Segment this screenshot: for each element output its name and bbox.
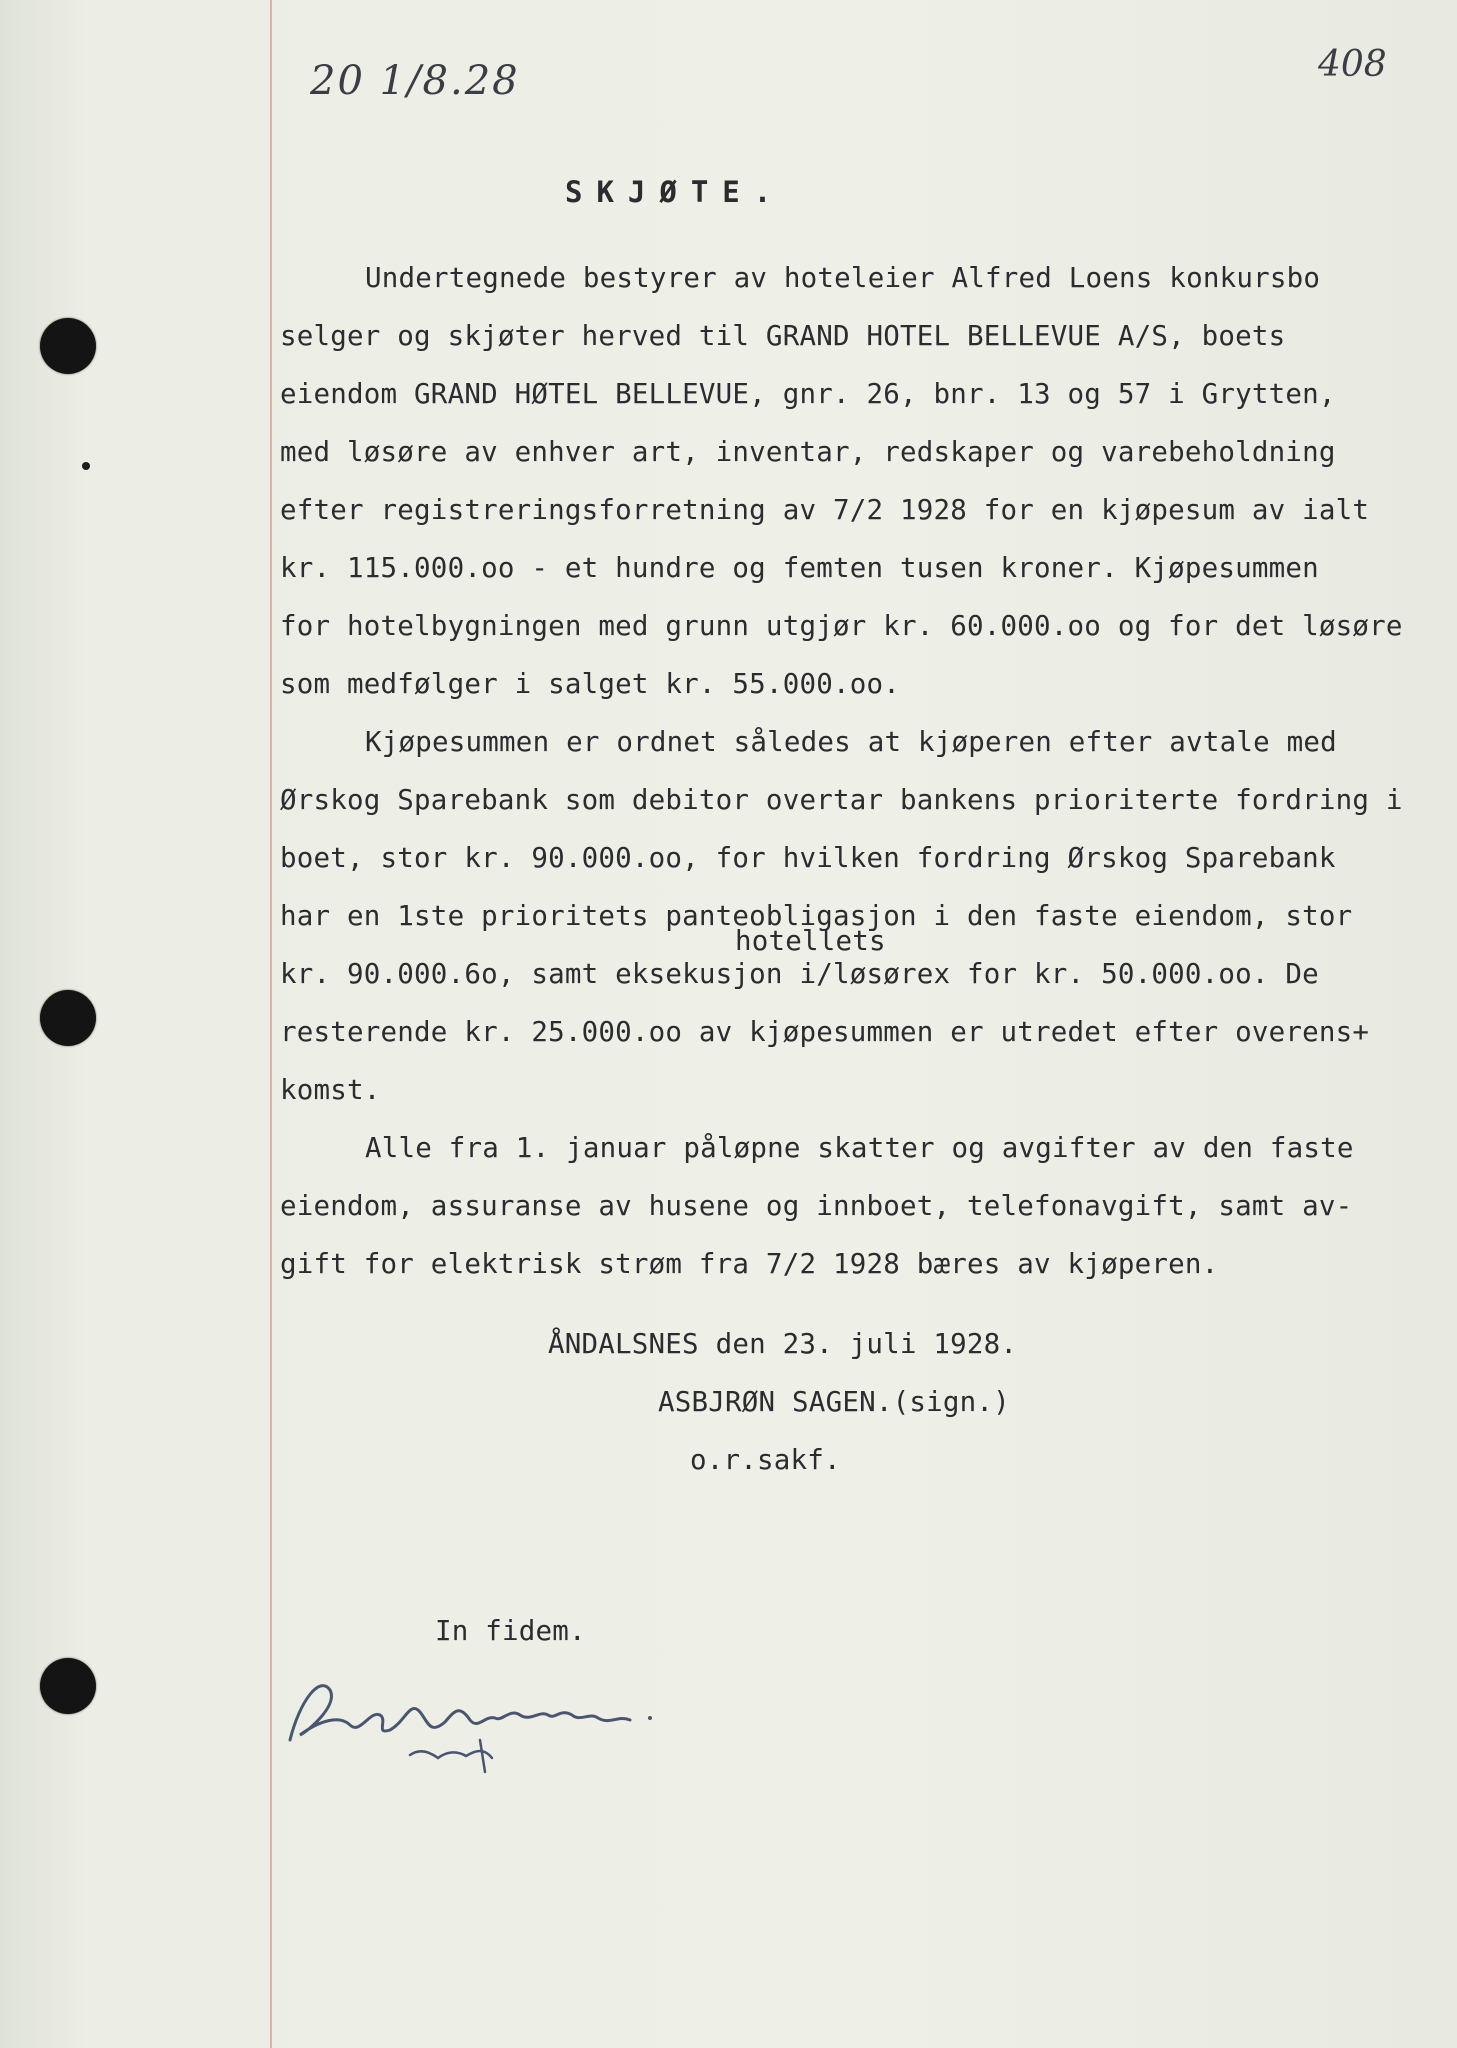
body-line: boet, stor kr. 90.000.oo, for hvilken fordring Ørskog Sparebank (280, 842, 1336, 874)
punch-hole (40, 1658, 96, 1714)
body-line: Undertegnede bestyrer av hoteleier Alfred Loens konkursbo (365, 262, 1321, 294)
signer-title: o.r.sakf. (690, 1444, 841, 1476)
signer-name: ASBJRØN SAGEN.(sign.) (658, 1386, 1010, 1418)
body-line: kr. 90.000.6o, samt eksekusjon i/løsørex for kr. 50.000.oo. De (280, 958, 1319, 990)
body-line: eiendom, assuranse av husene og innboet, telefonavgift, samt av- (280, 1190, 1353, 1222)
body-line: har en 1ste prioritets panteobligasjon i den faste eiendom, stor (280, 900, 1353, 932)
document-title: SKJØTE. (565, 175, 786, 209)
body-line: selger og skjøter herved til GRAND HOTEL BELLEVUE A/S, boets (280, 320, 1286, 352)
body-line: Kjøpesummen er ordnet således at kjøperen efter avtale med (365, 726, 1337, 758)
place-date: ÅNDALSNES den 23. juli 1928. (548, 1328, 1018, 1360)
margin-rule (270, 0, 272, 2048)
in-fidem: In fidem. (435, 1615, 586, 1647)
body-line: for hotelbygningen med grunn utgjør kr. 60.000.oo og for det løsøre (280, 610, 1403, 642)
handwritten-signature (280, 1660, 720, 1780)
body-line: resterende kr. 25.000.oo av kjøpesummen er utredet efter overens+ (280, 1016, 1370, 1048)
body-line: eiendom GRAND HØTEL BELLEVUE, gnr. 26, bnr. 13 og 57 i Grytten, (280, 378, 1336, 410)
body-line: gift for elektrisk strøm fra 7/2 1928 bæres av kjøperen. (280, 1248, 1219, 1280)
body-line: komst. (280, 1074, 381, 1106)
body-line: som medfølger i salget kr. 55.000.oo. (280, 668, 900, 700)
body-line: Ørskog Sparebank som debitor overtar bankens prioriterte fordring i (280, 784, 1403, 816)
body-line: Alle fra 1. januar påløpne skatter og avgifter av den faste (365, 1132, 1354, 1164)
ink-dot (82, 462, 90, 470)
punch-hole (40, 990, 96, 1046)
body-line-insertion: hotellets (735, 925, 886, 957)
handwritten-date-note: 20 1/8.28 (310, 58, 520, 104)
punch-hole (40, 318, 96, 374)
body-line: kr. 115.000.oo - et hundre og femten tusen kroner. Kjøpesummen (280, 552, 1319, 584)
body-line: med løsøre av enhver art, inventar, redskaper og varebeholdning (280, 436, 1336, 468)
body-line: efter registreringsforretning av 7/2 1928 for en kjøpesum av ialt (280, 494, 1370, 526)
handwritten-page-number: 408 (1318, 44, 1387, 85)
